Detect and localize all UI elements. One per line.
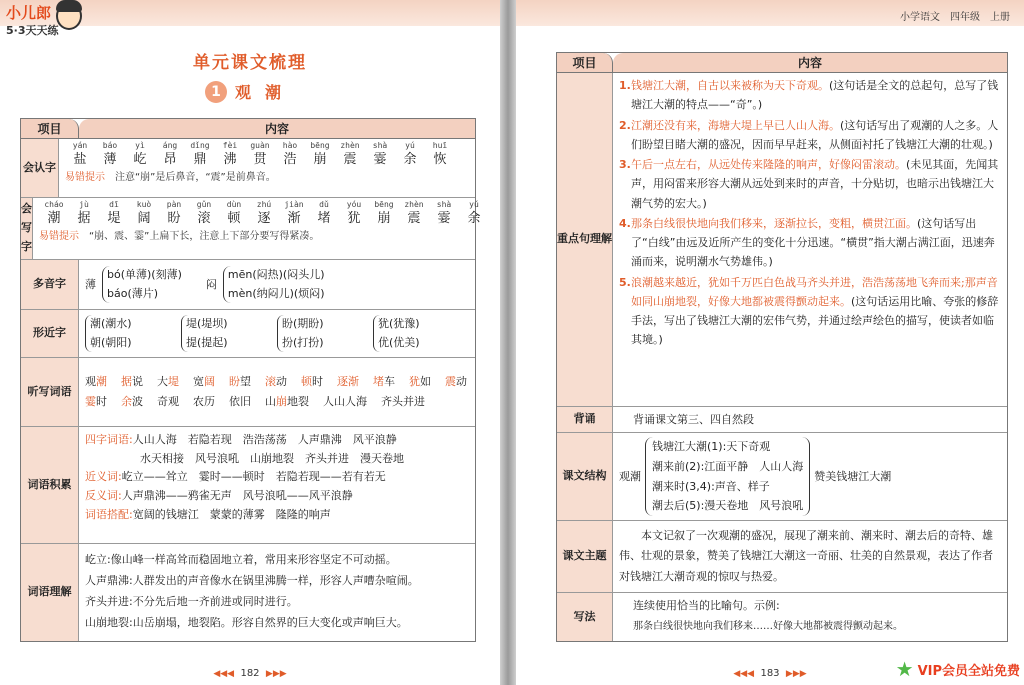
hanzi: 盐: [73, 151, 87, 167]
char-group: [129, 201, 159, 228]
explain-line: 人声鼎沸:人群发出的声音像水在锅里沸腾一样，形容人声嘈杂喧闹。: [85, 573, 419, 587]
dictation-word: 堵车: [373, 374, 395, 388]
similar-groups: [85, 315, 469, 352]
sentence-body: [631, 155, 1001, 213]
hanzi: 贯: [253, 151, 267, 167]
page-number: 182: [240, 668, 260, 679]
hanzi: 顿: [227, 210, 241, 226]
sentence-body: [631, 116, 1001, 155]
pinyin: fèi: [222, 141, 238, 150]
hanzi: 堤: [107, 210, 121, 226]
similar-word: 提(提起): [186, 335, 228, 349]
pinyin: yóu: [346, 200, 362, 209]
row-label: 多音字: [21, 260, 79, 309]
accum-label: 词语搭配:: [85, 507, 133, 521]
sentence-body: [631, 273, 1001, 350]
highlight-char: 逐渐: [337, 374, 359, 388]
char-group: [39, 201, 69, 228]
sentence-quote: 钱塘江大潮，自古以来被称为天下奇观。: [631, 79, 829, 92]
structure-item: 潮来时(3,4):声音、样子: [652, 479, 770, 493]
key-sentence: [619, 214, 1001, 272]
header-item: 项目: [557, 53, 613, 72]
pinyin: yì: [135, 141, 145, 150]
highlight-char: 滚: [265, 374, 276, 388]
pinyin: bēng: [374, 200, 394, 209]
key-sentence-list: [613, 73, 1007, 406]
sentence-body: [631, 76, 1001, 115]
polyphone-2: [206, 266, 325, 303]
row-label: 词语理解: [21, 544, 79, 641]
hanzi: 盼: [167, 210, 181, 226]
pinyin: shà: [436, 200, 452, 209]
page-title: 单元课文梳理: [193, 53, 307, 73]
sentence-number: 3.: [619, 158, 631, 171]
header-content: 内容: [79, 119, 475, 138]
char-group: [365, 142, 395, 169]
key-sentence: [619, 76, 1001, 115]
pinyin: yán: [72, 141, 88, 150]
sentence-number: 2.: [619, 118, 631, 132]
accum-text: 水天相接 风号浪吼 山崩地裂 齐头并进 漫天卷地: [140, 451, 404, 465]
char-group: [219, 201, 249, 228]
vip-watermark[interactable]: [896, 657, 1020, 681]
pinyin: báo: [102, 141, 118, 150]
dictation-word: 农历: [193, 395, 215, 408]
hanzi: 崩: [377, 210, 391, 226]
hanzi: 昂: [163, 151, 177, 167]
sentence-analysis: (这句话运用比喻、夸张的修辞手法，写出了钱塘江大潮的宏伟气势，并通过绘声绘色的描写，使读者如临其境。): [631, 294, 999, 347]
polyphone-char: 闷: [205, 277, 217, 291]
hanzi: 薄: [103, 151, 117, 167]
brand-logo: [4, 2, 100, 40]
highlight-char: 霎: [85, 395, 96, 408]
row-recognize: [21, 139, 475, 198]
row-label: 写法: [557, 593, 613, 641]
highlight-char: 阔: [204, 374, 215, 388]
accum-label: 近义词:: [85, 470, 122, 484]
similar-word: 扮(打扮): [282, 335, 324, 349]
char-group: [249, 201, 279, 228]
overview-table: [20, 118, 481, 642]
page-number-right: ◀◀◀ 183 ▶▶▶: [733, 668, 807, 679]
row-theme: [557, 521, 1007, 593]
char-group: [99, 201, 129, 228]
sentence-analysis: (未见其面，先闻其声，用闷雷来形容大潮从远处到来时的声音，十分贴切，也暗示出钱塘江大潮气势的宏大。): [631, 158, 999, 210]
explain-line: 齐头并进:不分先后地一齐前进或同时进行。: [85, 594, 298, 608]
left-page: [0, 0, 500, 685]
row-polyphone: [21, 260, 475, 310]
structure-item: 钱塘江大潮(1):天下奇观: [652, 439, 771, 453]
sentence-number: 4.: [619, 216, 631, 230]
char-group: [159, 201, 189, 228]
sentence-quote: 午后一点左右，从远处传来隆隆的响声，好像闷雷滚动。: [631, 158, 906, 171]
dictation-word: 奇观: [157, 395, 179, 408]
char-group: [335, 142, 365, 169]
dictation-words: [85, 372, 469, 413]
char-group: [459, 201, 489, 228]
key-sentence: [619, 116, 1001, 155]
dictation-word: 据说: [121, 374, 143, 388]
row-label: 听写词语: [21, 358, 79, 426]
tip-text: “崩、震、霎”上扁下长，注意上下部分要写得紧凑。: [89, 230, 320, 242]
row-method: [557, 593, 1007, 641]
hanzi: 潮: [47, 210, 61, 226]
pinyin: gǔn: [196, 200, 212, 209]
char-group: [215, 142, 245, 169]
dictation-word: 依旧: [229, 395, 251, 408]
accum-text: 人声鼎沸——鸦雀无声 风号浪吼——风平浪静: [121, 489, 353, 503]
accum-text: 屹立——耸立 霎时——顿时 若隐若现——若有若无: [121, 470, 386, 484]
char-group: [429, 201, 459, 228]
highlight-char: 潮: [96, 374, 107, 388]
hanzi: 阔: [137, 210, 151, 226]
hanzi: 堵: [317, 210, 331, 226]
highlight-char: 顿: [301, 374, 312, 388]
highlight-char: 犹: [409, 374, 420, 388]
structure-root: 观潮: [619, 469, 641, 483]
header-content: 内容: [613, 53, 1007, 72]
polyphone-char: 薄: [85, 277, 96, 291]
highlight-char: 震: [445, 374, 456, 388]
dictation-word: 山崩地裂: [265, 395, 309, 408]
hanzi: 据: [77, 210, 91, 226]
highlight-char: 崩: [276, 395, 287, 408]
char-group: [399, 201, 429, 228]
hanzi: 鼎: [193, 151, 207, 167]
theme-text: 本文记叙了一次观潮的盛况，展现了潮来前、潮来时、潮去后的奇特、雄伟、壮观的景象，赞美了钱塘江大潮这一奇丽、壮美的自然景观，表达了作者对钱塘江大潮奇观的惊叹与热爱。: [619, 528, 993, 583]
dictation-word: 犹如: [409, 374, 431, 388]
sentence-body: [631, 214, 1001, 272]
pinyin: jiàn: [284, 200, 304, 209]
tip: [65, 169, 469, 187]
char-group: [395, 142, 425, 169]
char-group: [185, 142, 215, 169]
char-group: [275, 142, 305, 169]
pinyin: huī: [432, 141, 448, 150]
pinyin: hào: [282, 141, 298, 150]
dictation-word: 霎时: [85, 395, 107, 408]
row-explain: [21, 544, 475, 641]
char-group: [369, 201, 399, 228]
dictation-word: 震动: [445, 374, 467, 388]
dictation-word: 滚动: [265, 374, 287, 388]
hanzi: 沸: [223, 151, 237, 167]
hanzi: 屹: [133, 151, 147, 167]
row-label: 形近字: [21, 310, 79, 357]
pinyin: pàn: [166, 200, 182, 209]
pinyin: cháo: [44, 200, 64, 209]
char-group: [279, 201, 309, 228]
row-label: 课文主题: [557, 521, 613, 592]
tip-text: 注意“崩”是后鼻音，“震”是前鼻音。: [115, 171, 276, 183]
explain-line: 山崩地裂:山岳崩塌，地裂陷。形容自然界的巨大变化或声响巨大。: [85, 615, 408, 629]
sentence-quote: 浪潮越来越近，犹如千万匹白色战马齐头并进，浩浩荡荡地飞奔而来;那声音如同山崩地裂，好像大地都被震得颤动起来。: [631, 275, 998, 308]
hanzi: 震: [407, 210, 421, 226]
similar-word: 犹(犹豫): [378, 316, 420, 330]
structure-diagram: [619, 437, 891, 516]
reading: bó(单薄)(刻薄): [107, 267, 182, 281]
hanzi: 渐: [287, 210, 301, 226]
table-header: [557, 53, 1007, 73]
pinyin: áng: [162, 141, 178, 150]
similar-word: 盼(期盼): [282, 316, 324, 330]
sentence-number: 1.: [619, 79, 631, 92]
row-structure: [557, 433, 1007, 521]
pinyin: kuò: [136, 200, 152, 209]
page-number: 183: [760, 668, 780, 679]
row-key-sentences: [557, 73, 1007, 407]
hanzi: 浩: [283, 151, 297, 167]
char-group: [125, 142, 155, 169]
char-group: [65, 142, 95, 169]
lesson-name: 观潮: [234, 83, 295, 102]
dictation-word: 余波: [121, 395, 143, 408]
lesson-number: 1: [205, 81, 227, 103]
pinyin: dī: [109, 200, 119, 209]
row-similar: [21, 310, 475, 358]
accum-label: 反义词:: [85, 489, 122, 503]
pinyin: yú: [405, 141, 415, 150]
similar-word: 潮(潮水): [90, 316, 132, 330]
watermark-text: VIP会员全站免费: [917, 663, 1020, 679]
pinyin: dǐng: [190, 141, 210, 150]
dictation-word: [337, 372, 359, 392]
sentence-quote: 江潮还没有来，海塘大堤上早已人山人海。: [631, 118, 840, 132]
tip: [39, 228, 500, 246]
page-number-left: ◀◀◀ 182 ▶▶▶: [213, 668, 287, 679]
highlight-char: 堵: [373, 374, 384, 388]
similar-word: 朝(朝阳): [90, 335, 132, 349]
header-item: 项目: [21, 119, 79, 138]
highlight-char: 盼: [229, 374, 240, 388]
char-group: [245, 142, 275, 169]
dictation-word: 顿时: [301, 374, 323, 388]
row-label: 会写字: [21, 198, 33, 259]
pinyin: shà: [372, 141, 388, 150]
pinyin: jù: [79, 200, 89, 209]
char-group: [339, 201, 369, 228]
method-example: 那条白线很快地向我们移来……好像大地都被震得颤动起来。: [633, 620, 903, 632]
hanzi: 霎: [437, 210, 451, 226]
char-group: [305, 142, 335, 169]
star-icon: ★: [895, 657, 914, 681]
polyphone-1: [85, 266, 182, 303]
dictation-word: 人山人海: [323, 395, 367, 408]
hanzi: 滚: [197, 210, 211, 226]
char-group: [425, 142, 455, 169]
tip-label: 易错提示: [65, 171, 105, 183]
char-group: [155, 142, 185, 169]
row-write: [21, 198, 481, 260]
row-label: 词语积累: [21, 427, 79, 543]
hanzi: 崩: [313, 151, 327, 167]
hanzi: 余: [467, 210, 481, 226]
explain-line: 屹立:像山峰一样高耸而稳固地立着，常用来形容坚定不可动摇。: [85, 553, 397, 566]
write-chars: [39, 201, 500, 228]
pinyin: dǔ: [319, 200, 329, 209]
similar-word: 优(优美): [378, 335, 420, 349]
char-group: [69, 201, 99, 228]
analysis-table: [556, 52, 1008, 642]
dictation-word: 盼望: [229, 374, 251, 388]
structure-item: 潮来前(2):江面平静 人山人海: [652, 459, 804, 473]
pinyin: dùn: [226, 200, 242, 209]
similar-word: 堤(堤坝): [186, 316, 228, 330]
highlight-char: 余: [121, 395, 132, 408]
structure-item: 潮去后(5):漫天卷地 风号浪吼: [652, 499, 804, 513]
dictation-word: 观潮: [85, 374, 107, 388]
pinyin: zhú: [256, 200, 272, 209]
row-label: 重点句理解: [557, 73, 613, 406]
row-recite: [557, 407, 1007, 433]
row-accumulation: [21, 427, 475, 544]
hanzi: 逐: [257, 210, 271, 226]
row-dictation: [21, 358, 475, 427]
brand-name: 小儿郎: [6, 4, 52, 22]
pinyin: zhèn: [404, 200, 424, 209]
pinyin: guàn: [250, 141, 270, 150]
book-gutter: [500, 0, 516, 685]
row-label: 背诵: [557, 407, 613, 432]
dictation-word: 宽阔: [193, 374, 215, 388]
sentence-analysis: (这句话是全文的总起句，总写了钱塘江大潮的特点——“奇”。): [631, 79, 999, 112]
char-group: [189, 201, 219, 228]
right-page: [516, 0, 1024, 685]
recite-text: 背诵课文第三、四自然段: [633, 412, 754, 426]
accum-text: 人山人海 若隐若现 浩浩荡荡 人声鼎沸 风平浪静: [132, 433, 397, 446]
char-group: [95, 142, 125, 169]
lesson-title: [0, 80, 500, 103]
reading: mèn(纳闷儿)(烦闷): [227, 286, 325, 300]
hanzi: 霎: [373, 151, 387, 167]
hanzi: 余: [403, 151, 417, 167]
mascot-face-icon: [56, 2, 82, 30]
pinyin: zhèn: [340, 141, 360, 150]
sentence-analysis: (这句话写出了“白线”由远及近所产生的变化十分迅速。“横贯”指大潮占满江面，迅速奔涌而来，说明潮水气势雄伟。): [631, 216, 995, 269]
char-group: [309, 201, 339, 228]
reading: báo(薄片): [107, 286, 159, 300]
highlight-char: 据: [121, 374, 132, 388]
tip-label: 易错提示: [39, 230, 79, 242]
method-text: 连续使用恰当的比喻句。示例:: [633, 599, 780, 612]
accum-label: 四字词语:: [85, 433, 133, 446]
hanzi: 恢: [433, 151, 447, 167]
pinyin: yú: [469, 200, 479, 209]
brand-series: 5·3天天练: [6, 24, 59, 37]
pinyin: bēng: [310, 141, 330, 150]
structure-summary: 赞美钱塘江大潮: [814, 469, 892, 483]
hanzi: 犹: [347, 210, 361, 226]
key-sentence: [619, 155, 1001, 213]
dictation-word: 齐头并进: [381, 395, 425, 408]
dictation-word: 大堤: [157, 374, 179, 388]
row-label: 会认字: [21, 139, 59, 197]
sentence-quote: 那条白线很快地向我们移来，逐渐拉长，变粗，横贯江面。: [631, 216, 917, 230]
sentence-analysis: (这句话写出了观潮的人之多。人们盼望目睹大潮的盛况，因而早早赶来，从侧面衬托了钱塘江大潮的壮观。): [631, 118, 999, 151]
running-header: 小学语文 四年级 上册: [900, 12, 1010, 23]
key-sentence: [619, 273, 1001, 350]
recognize-chars: [65, 142, 469, 169]
accum-text: 宽阔的钱塘江 蒙蒙的薄雾 隆隆的响声: [132, 507, 331, 521]
hanzi: 震: [343, 151, 357, 167]
sentence-number: 5.: [619, 275, 631, 289]
row-label: 课文结构: [557, 433, 613, 520]
highlight-char: 堤: [168, 374, 179, 388]
table-header: [21, 119, 475, 139]
reading: mēn(闷热)(闷头儿): [227, 267, 325, 281]
